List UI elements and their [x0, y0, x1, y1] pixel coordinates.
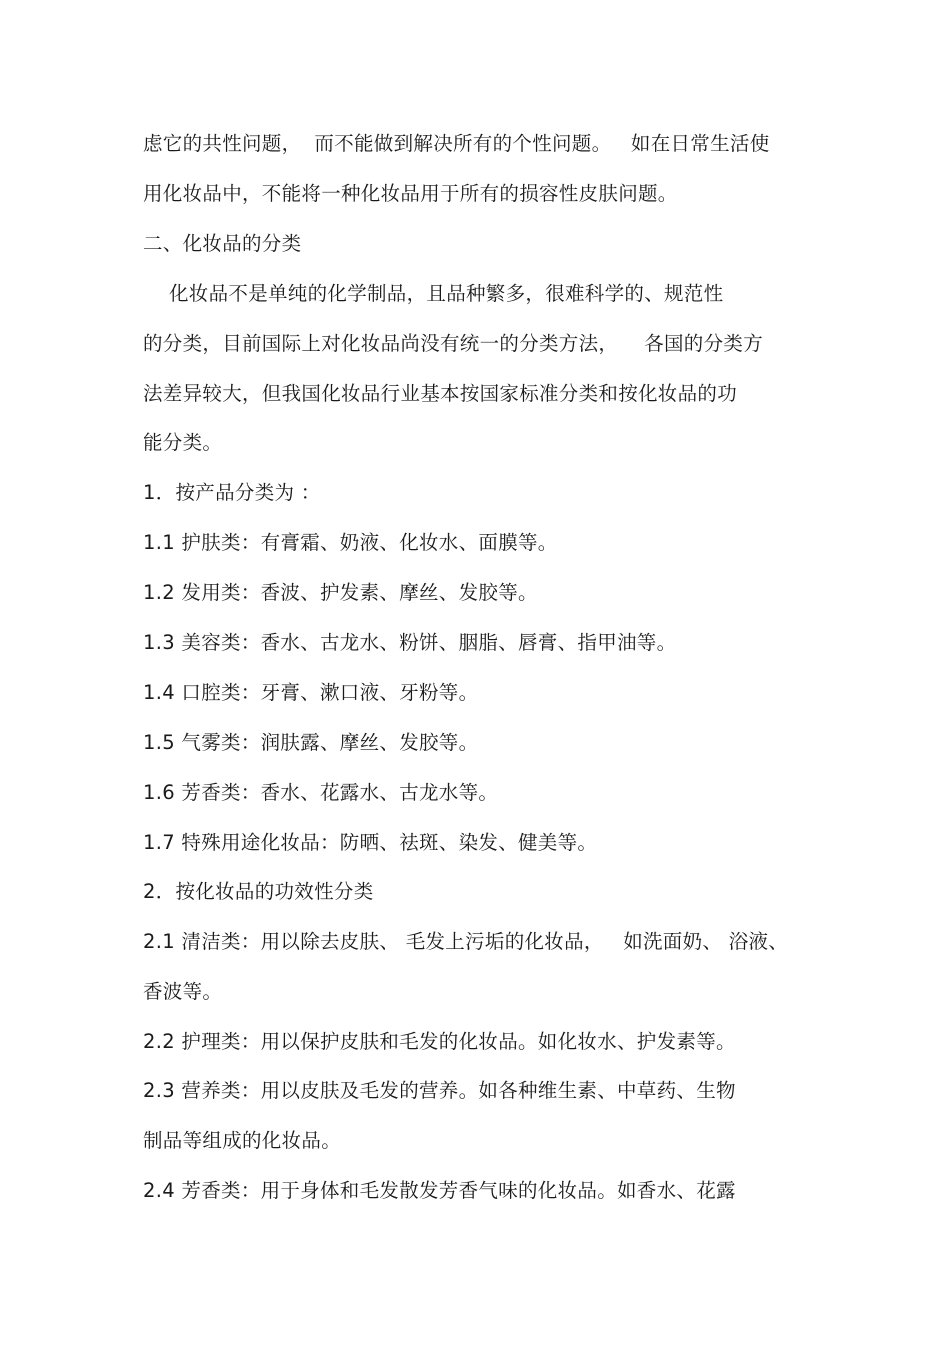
text-line: 虑它的共性问题， 而不能做到解决所有的个性问题。 如在日常生活使 [143, 132, 770, 155]
text-line: 香波等。 [143, 980, 223, 1003]
list-item: 1.3 美容类：香水、古龙水、粉饼、胭脂、唇膏、指甲油等。 [143, 631, 677, 654]
list-item: 1.5 气雾类：润肤露、摩丝、发胶等。 [143, 731, 479, 754]
list-item: 2.3 营养类：用以皮肤及毛发的营养。如各种维生素、中草药、生物 [143, 1079, 736, 1102]
list-item: 1.2 发用类：香波、护发素、摩丝、发胶等。 [143, 581, 538, 604]
text-line: 的分类，目前国际上对化妆品尚没有统一的分类方法， 各国的分类方 [143, 332, 763, 355]
text-line: 化妆品不是单纯的化学制品，且品种繁多，很难科学的、规范性 [143, 282, 724, 305]
list-item: 2.2 护理类：用以保护皮肤和毛发的化妆品。如化妆水、护发素等。 [143, 1030, 736, 1053]
subsection-heading: 1．按产品分类为 ： [143, 481, 321, 504]
list-item: 1.1 护肤类：有膏霜、奶液、化妆水、面膜等。 [143, 531, 558, 554]
text-line: 能分类。 [143, 431, 223, 454]
list-item: 1.6 芳香类：香水、花露水、古龙水等。 [143, 781, 499, 804]
text-line: 制品等组成的化妆品。 [143, 1129, 342, 1152]
text-line: 法差异较大，但我国化妆品行业基本按国家标准分类和按化妆品的功 [143, 382, 738, 405]
list-item: 1.4 口腔类：牙膏、漱口液、牙粉等。 [143, 681, 479, 704]
subsection-heading: 2．按化妆品的功效性分类 [143, 880, 374, 903]
text-line: 用化妆品中，不能将一种化妆品用于所有的损容性皮肤问题。 [143, 182, 678, 205]
list-item: 2.4 芳香类：用于身体和毛发散发芳香气味的化妆品。如香水、花露 [143, 1179, 736, 1202]
section-heading: 二、化妆品的分类 [143, 232, 302, 255]
list-item: 1.7 特殊用途化妆品：防晒、祛斑、染发、健美等。 [143, 831, 598, 854]
list-item: 2.1 清洁类：用以除去皮肤、 毛发上污垢的化妆品， 如洗面奶、 浴液、 [143, 930, 789, 953]
